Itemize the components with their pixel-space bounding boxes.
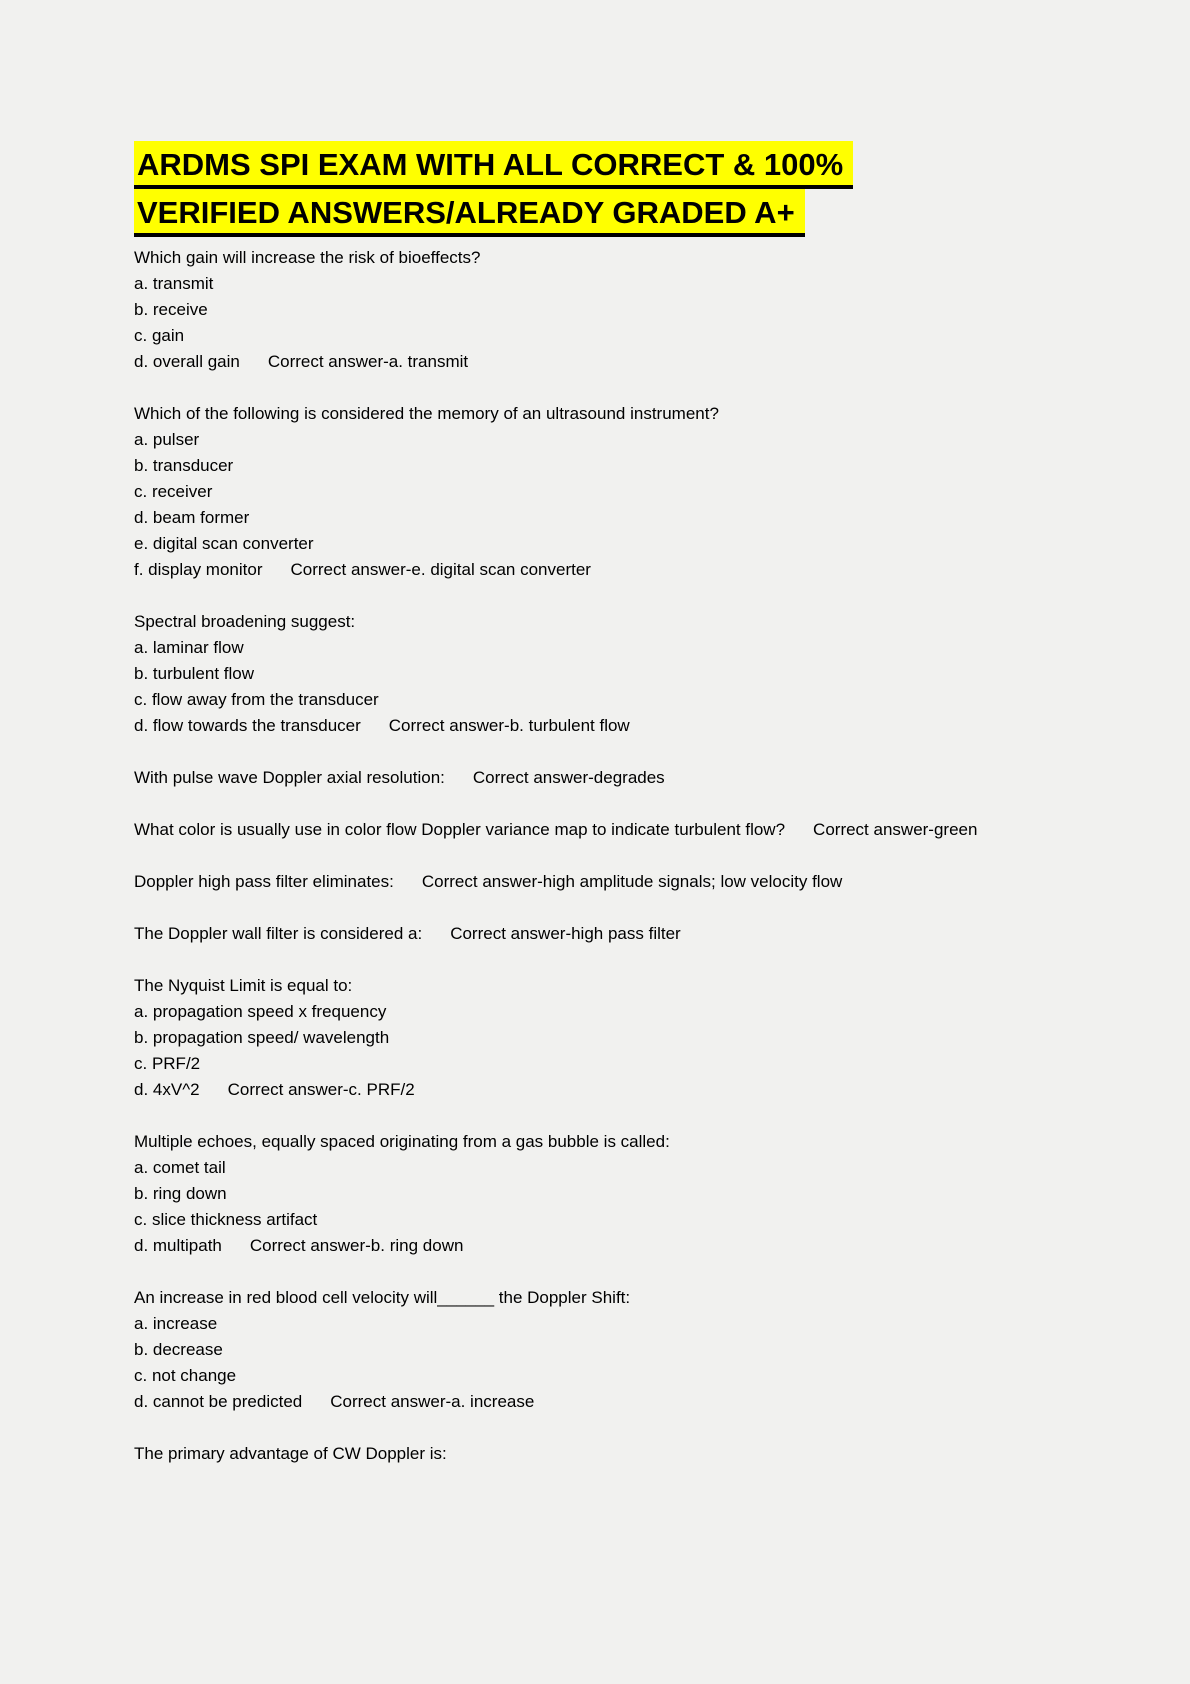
question-block [134, 245, 1056, 375]
option: a. propagation speed x frequency [134, 1002, 387, 1021]
option-with-answer [134, 557, 1056, 583]
question-with-answer [134, 921, 1056, 947]
option-with-answer [134, 713, 1056, 739]
option: d. cannot be predicted [134, 1392, 303, 1411]
option: b. transducer [134, 456, 234, 475]
question-text: Which gain will increase the risk of bioeffects? [134, 248, 481, 267]
question-text: Doppler high pass filter eliminates: [134, 872, 394, 891]
option: b. ring down [134, 1184, 227, 1203]
correct-answer: Correct answer-high amplitude signals; low velocity flow [421, 872, 843, 891]
title-row [134, 189, 1056, 237]
option-with-answer [134, 1233, 1056, 1259]
option: b. receive [134, 300, 208, 319]
correct-answer: Correct answer-a. transmit [267, 352, 469, 371]
option: c. receiver [134, 482, 213, 501]
option: a. transmit [134, 274, 214, 293]
question-text: Multiple echoes, equally spaced originating from a gas bubble is called: [134, 1132, 670, 1151]
option-with-answer [134, 1077, 1056, 1103]
correct-answer: Correct answer-b. turbulent flow [388, 716, 630, 735]
question-block [134, 765, 1056, 791]
option: b. propagation speed/ wavelength [134, 1028, 390, 1047]
option: f. display monitor [134, 560, 263, 579]
option: b. turbulent flow [134, 664, 255, 683]
question-block [134, 1129, 1056, 1259]
question-with-answer [134, 817, 1056, 843]
correct-answer: Correct answer-b. ring down [249, 1236, 464, 1255]
option: c. not change [134, 1366, 237, 1385]
question-text: An increase in red blood cell velocity will______ the Doppler Shift: [134, 1288, 631, 1307]
correct-answer: Correct answer-degrades [472, 768, 665, 787]
option: b. decrease [134, 1340, 223, 1359]
questions-list [134, 245, 1056, 1467]
option: d. overall gain [134, 352, 240, 371]
question-text: The Nyquist Limit is equal to: [134, 976, 353, 995]
option: a. laminar flow [134, 638, 244, 657]
question-block [134, 973, 1056, 1103]
option: c. PRF/2 [134, 1054, 201, 1073]
question-text: With pulse wave Doppler axial resolution: [134, 768, 445, 787]
question-block [134, 401, 1056, 583]
option: c. flow away from the transducer [134, 690, 379, 709]
question-block [134, 1441, 1056, 1467]
title-line-2: VERIFIED ANSWERS/ALREADY GRADED A+ [134, 189, 805, 237]
document-page [134, 141, 1056, 1467]
title-row [134, 141, 1056, 189]
question-text: The Doppler wall filter is considered a: [134, 924, 423, 943]
title-line-1: ARDMS SPI EXAM WITH ALL CORRECT & 100% [134, 141, 853, 189]
question-block [134, 1285, 1056, 1415]
question-text: What color is usually use in color flow Doppler variance map to indicate turbulent flow? [134, 820, 786, 839]
option: d. 4xV^2 [134, 1080, 200, 1099]
option: a. comet tail [134, 1158, 226, 1177]
option-with-answer [134, 349, 1056, 375]
correct-answer: Correct answer-a. increase [330, 1392, 535, 1411]
question-text: The primary advantage of CW Doppler is: [134, 1444, 447, 1463]
document-title [134, 141, 1056, 237]
question-block [134, 869, 1056, 895]
question-text: Which of the following is considered the memory of an ultrasound instrument? [134, 404, 719, 423]
option: c. gain [134, 326, 185, 345]
option: d. flow towards the transducer [134, 716, 361, 735]
option: a. pulser [134, 430, 200, 449]
correct-answer: Correct answer-e. digital scan converter [290, 560, 591, 579]
question-block [134, 817, 1056, 843]
question-text: Spectral broadening suggest: [134, 612, 356, 631]
question-block [134, 609, 1056, 739]
option: e. digital scan converter [134, 534, 314, 553]
option: a. increase [134, 1314, 218, 1333]
option: d. multipath [134, 1236, 222, 1255]
question-block [134, 921, 1056, 947]
correct-answer: Correct answer-c. PRF/2 [227, 1080, 415, 1099]
correct-answer: Correct answer-high pass filter [450, 924, 681, 943]
option-with-answer [134, 1389, 1056, 1415]
question-with-answer [134, 765, 1056, 791]
correct-answer: Correct answer-green [813, 820, 978, 839]
option: d. beam former [134, 508, 250, 527]
question-with-answer [134, 869, 1056, 895]
option: c. slice thickness artifact [134, 1210, 318, 1229]
